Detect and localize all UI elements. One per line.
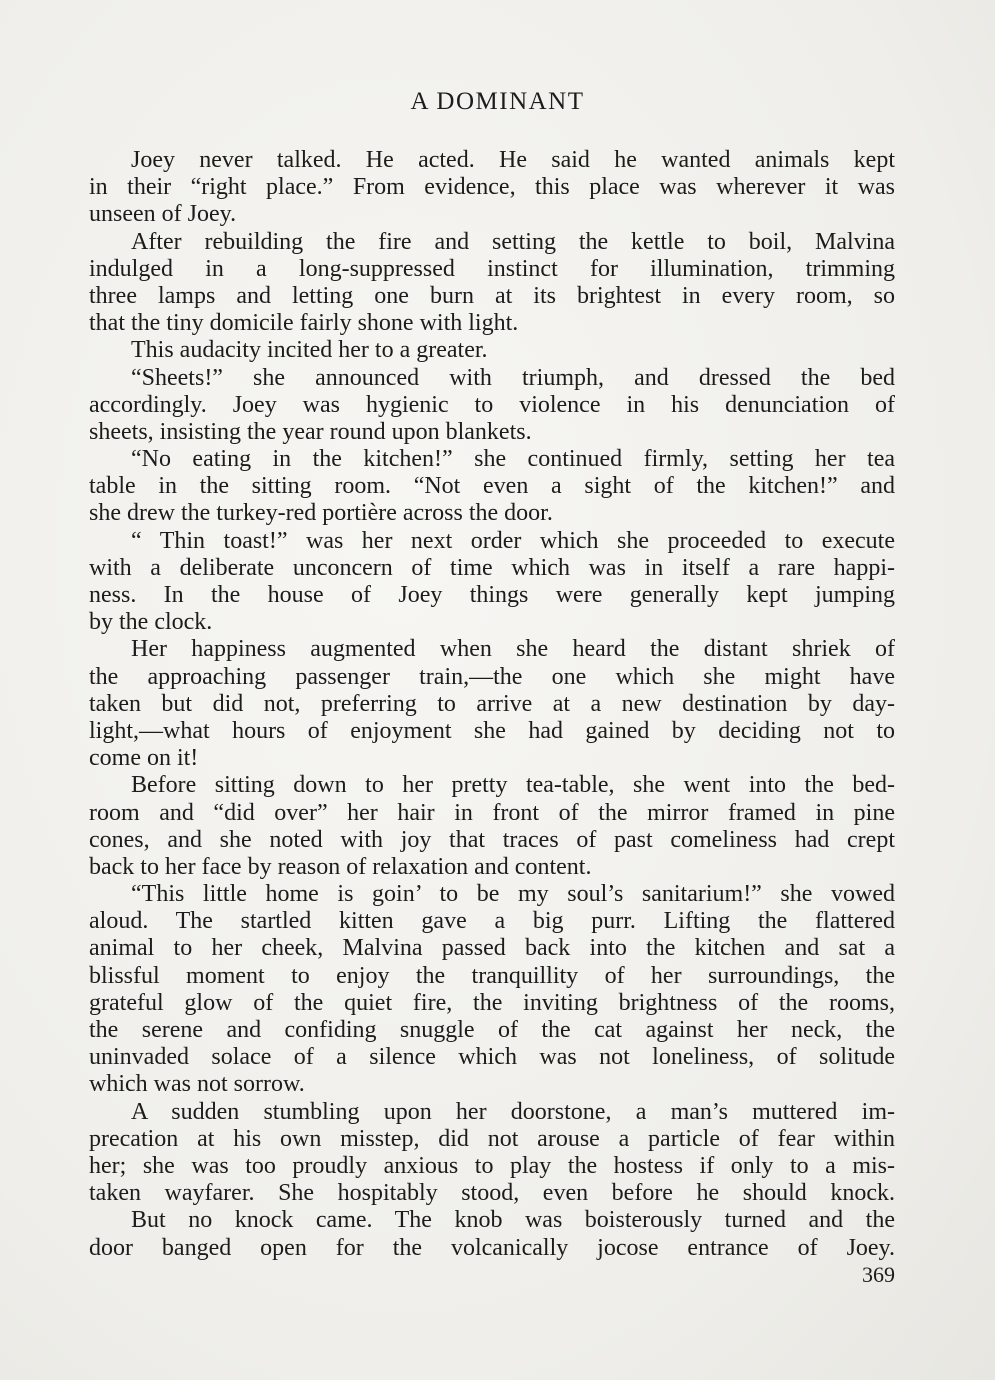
text-line: light,—what hours of enjoyment she had gained by deciding not to: [89, 717, 895, 744]
text-line: precation at his own misstep, did not arouse a particle of fear within: [89, 1125, 895, 1152]
text-line: aloud. The startled kitten gave a big purr. Lifting the flattered: [89, 908, 895, 935]
text-line: the serene and confiding snuggle of the cat against her neck, the: [89, 1017, 895, 1043]
text-line: which was not sorrow.: [89, 1071, 305, 1098]
text-line: After rebuilding the fire and setting the kettle to boil, Malvina: [131, 228, 895, 255]
text-line: three lamps and letting one burn at its brightest in every room, so: [89, 282, 895, 309]
text-line: uninvaded solace of a silence which was not loneliness, of solitude: [89, 1044, 895, 1071]
text-line: unseen of Joey.: [89, 201, 237, 228]
text-line: Her happiness augmented when she heard the distant shriek of: [131, 636, 895, 663]
text-line: indulged in a long-suppressed instinct for illumination, trimming: [89, 255, 895, 282]
text-line: But no knock came. The knob was boisterously turned and the: [131, 1207, 895, 1234]
text-line: animal to her cheek, Malvina passed back into the kitchen and sat a: [89, 935, 895, 962]
text-line: ness. In the house of Joey things were generally kept jumping: [89, 582, 895, 608]
text-line: Before sitting down to her pretty tea-table, she went into the bed-: [131, 772, 895, 799]
text-line: door banged open for the volcanically jocose entrance of Joey.: [89, 1234, 895, 1261]
text-line: Joey never talked. He acted. He said he wanted animals kept: [131, 147, 895, 173]
text-line: come on it!: [89, 745, 199, 772]
running-head: A DOMINANT: [410, 88, 585, 115]
text-line: blissful moment to enjoy the tranquillity of her surroundings, the: [89, 962, 895, 989]
text-line: accordingly. Joey was hygienic to violence in his denunciation of: [89, 391, 895, 418]
text-line: cones, and she noted with joy that traces of past comeliness had crept: [89, 826, 895, 853]
text-line: that the tiny domicile fairly shone with light.: [89, 310, 519, 337]
page-number: 369: [862, 1262, 895, 1287]
text-line: taken but did not, preferring to arrive at a new destination by day-: [89, 690, 895, 717]
text-line: “ Thin toast!” was her next order which she proceeded to execute: [131, 527, 895, 554]
text-line: with a deliberate unconcern of time which was in itself a rare happi-: [89, 554, 895, 581]
text-line: taken wayfarer. She hospitably stood, even before he should knock.: [89, 1180, 895, 1207]
text-line: by the clock.: [89, 609, 213, 636]
text-line: “No eating in the kitchen!” she continued firmly, setting her tea: [131, 446, 895, 473]
text-line: “This little home is goin’ to be my soul’s sanitarium!” she vowed: [131, 881, 895, 908]
text-line: This audacity incited her to a greater.: [131, 337, 488, 364]
text-line: A sudden stumbling upon her doorstone, a man’s muttered im-: [131, 1098, 895, 1125]
text-line: back to her face by reason of relaxation and content.: [89, 853, 592, 880]
text-line: sheets, insisting the year round upon blankets.: [89, 418, 532, 445]
text-line: she drew the turkey-red portière across the door.: [89, 500, 553, 527]
text-line: “Sheets!” she announced with triumph, and dressed the bed: [131, 364, 895, 391]
text-line: the approaching passenger train,—the one which she might have: [89, 663, 895, 690]
text-line: grateful glow of the quiet fire, the inviting brightness of the rooms,: [89, 989, 895, 1016]
text-line: room and “did over” her hair in front of the mirror framed in pine: [89, 799, 895, 826]
text-line: table in the sitting room. “Not even a sight of the kitchen!” and: [89, 473, 895, 500]
text-line: in their “right place.” From evidence, this place was wherever it was: [89, 174, 895, 201]
body-text: [89, 147, 895, 1262]
text-line: her; she was too proudly anxious to play the hostess if only to a mis-: [89, 1152, 895, 1179]
